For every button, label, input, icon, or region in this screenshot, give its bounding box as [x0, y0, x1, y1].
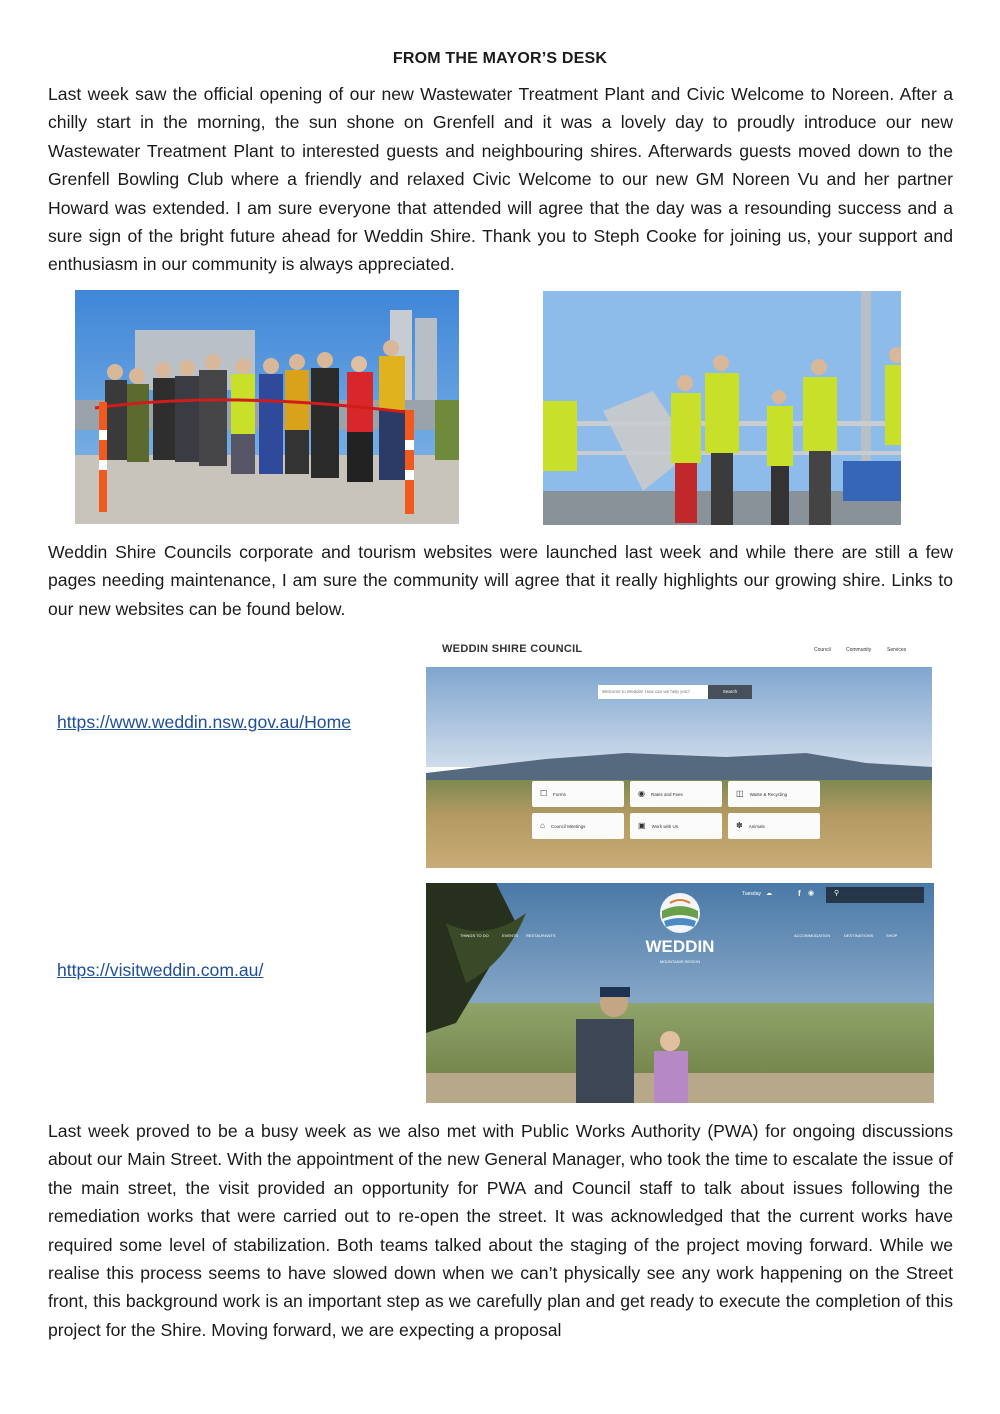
council-tile-label: Waste & Recycling	[749, 792, 788, 797]
briefcase-icon: ▣	[638, 821, 646, 830]
tourism-nav-things[interactable]: THINGS TO DO	[460, 933, 489, 938]
council-tile-work[interactable]	[630, 813, 722, 839]
bin-icon: ◫	[736, 789, 744, 798]
facebook-icon[interactable]: f	[798, 889, 801, 898]
council-website-link[interactable]: https://www.weddin.nsw.gov.au/Home	[57, 712, 352, 732]
council-tile-rates[interactable]	[630, 781, 722, 807]
rates-icon: ◉	[638, 789, 645, 798]
tourism-nav-destinations[interactable]: DESTINATIONS	[844, 933, 874, 938]
council-search-button[interactable]: Search	[708, 685, 752, 699]
paragraph-opening: Last week saw the official opening of our new Wastewater Treatment Plant and Civic Welcome to Noreen. After a chilly start in the morning, the sun shone on Grenfell and it was a lovely day to proudly introduce our new Wastewater Treatment Plant to interested guests and neighbouring shires. Afterwards guests moved down to the Grenfell Bowling Club where a friendly and relaxed Civic Welcome to our new GM Noreen Vu and her partner Howard was extended. I am sure everyone that attended will agree that the day was a resounding success and a sure sign of the bright future ahead for Weddin Shire. Thank you to Steph Cooke for joining us, your support and enthusiasm in our community is always appreciated.	[48, 84, 953, 275]
council-tile-label: Animals	[748, 824, 765, 829]
page-heading: FROM THE MAYOR’S DESK	[392, 50, 608, 67]
council-tile-animals[interactable]	[728, 813, 820, 839]
council-nav-council[interactable]: Council	[814, 647, 831, 653]
tourism-website-screenshot	[426, 883, 934, 1103]
tourism-website-link[interactable]: https://visitweddin.com.au/	[57, 960, 264, 980]
paragraph-websites: Weddin Shire Councils corporate and tourism websites were launched last week and while there are still a few pages needing maintenance, I am sure the community will agree that it really highlights our growing shire. Links to our new websites can be found below.	[48, 542, 953, 619]
council-search-input[interactable]: Welcome to Weddin! How can we help you?	[598, 685, 708, 699]
photo-ribbon-cutting	[75, 290, 459, 524]
council-nav-services[interactable]: Services	[887, 647, 907, 653]
tourism-nav-events[interactable]: EVENTS	[502, 933, 519, 938]
forms-icon: ☐	[540, 789, 548, 798]
search-icon[interactable]: ⚲	[834, 890, 840, 897]
council-tile-forms[interactable]	[532, 781, 624, 807]
tourism-nav-restaurants[interactable]: RESTAURANTS	[526, 933, 556, 938]
council-tile-meetings[interactable]	[532, 813, 624, 839]
tourism-logo-sub: MOUNTAINS REGION	[659, 959, 701, 964]
council-nav-community[interactable]: Community	[846, 647, 872, 653]
instagram-icon[interactable]: ◉	[808, 890, 815, 897]
photo-treatment-plant	[543, 291, 901, 525]
weather-icon: ☁	[766, 891, 772, 897]
tourism-weather: Tuesday	[742, 891, 761, 897]
council-tile-label: Work with Us	[651, 824, 678, 829]
tourism-nav-shop[interactable]: SHOP	[886, 933, 898, 938]
council-tile-label: Rates and Fees	[650, 792, 683, 797]
council-tile-label: Council Meetings	[550, 824, 586, 829]
council-website-screenshot	[426, 635, 932, 868]
paw-icon: ✽	[736, 821, 743, 830]
tourism-logo-text: WEDDIN	[645, 937, 715, 956]
council-tile-label: Forms	[553, 792, 566, 797]
council-site-brand: WEDDIN SHIRE COUNCIL	[442, 643, 583, 655]
building-icon: ⌂	[540, 821, 545, 830]
tourism-nav-accommodation[interactable]: ACCOMMODATION	[794, 933, 831, 938]
paragraph-main-street: Last week proved to be a busy week as we also met with Public Works Authority (PWA) for ongoing discussions about our Main Street. With the appointment of the new General Manager, who took the time to escalate the issue of the main street, the visit provided an opportunity for PWA and Council staff to talk about issues following the remediation works that were carried out to re-open the street. It was acknowledged that the current works have required some level of stabilization. Both teams talked about the staging of the project moving forward. While we realise this process seems to have slowed down when we can’t physically see any work happening on the Street front, this background work is an important step as we carefully plan and get ready to execute the completion of this project for the Shire. Moving forward, we are expecting a proposal	[48, 1121, 953, 1340]
council-tile-waste[interactable]	[728, 781, 820, 807]
